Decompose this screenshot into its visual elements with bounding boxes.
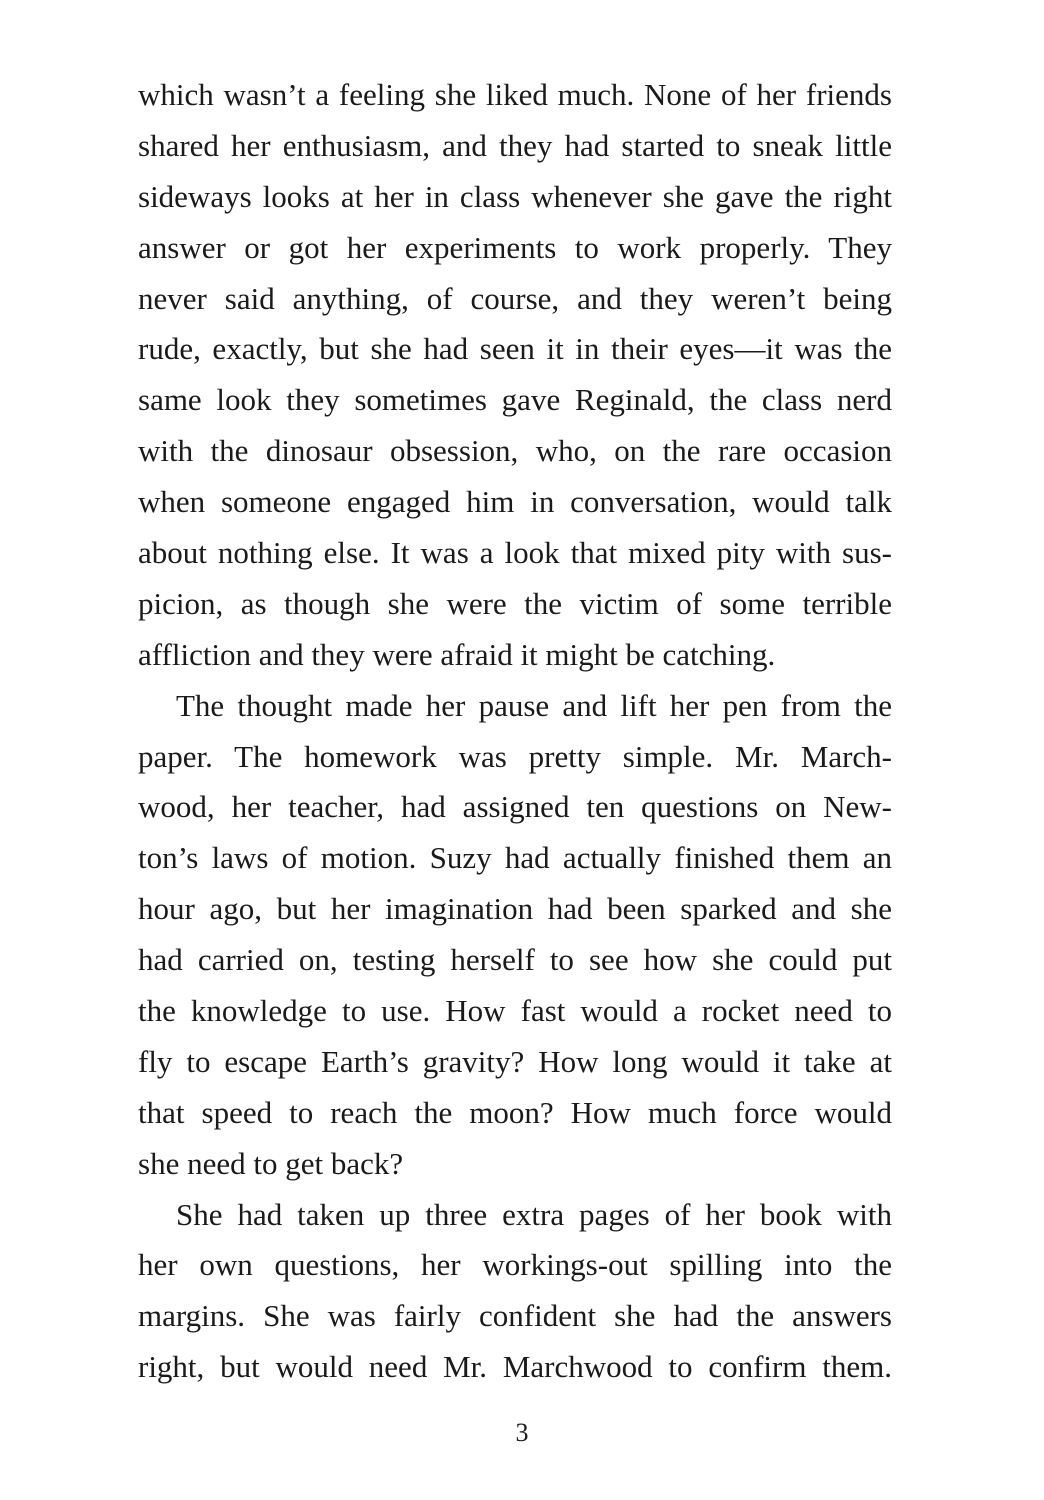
- text-line: with the dinosaur obsession, who, on the rare occasion: [138, 433, 892, 469]
- text-line: paper. The homework was pretty simple. Mr. March-: [138, 738, 892, 774]
- text-line: about nothing else. It was a look that mixed pity with sus-: [138, 535, 892, 571]
- text-line: her own questions, her workings-out spilling into the: [138, 1247, 892, 1283]
- text-line: margins. She was fairly confident she had the answers: [138, 1298, 892, 1334]
- text-line: hour ago, but her imagination had been sparked and she: [138, 891, 892, 927]
- text-line: the knowledge to use. How fast would a rocket need to: [138, 993, 892, 1029]
- text-line: ton’s laws of motion. Suzy had actually finished them an: [138, 840, 892, 876]
- text-line: when someone engaged him in conversation, would talk: [138, 484, 892, 520]
- paragraph-first-line: The thought made her pause and lift her pen from the: [176, 687, 892, 723]
- paragraph-first-line: She had taken up three extra pages of her book with: [176, 1196, 892, 1232]
- text-line: right, but would need Mr. Marchwood to confirm them.: [138, 1349, 892, 1385]
- text-line: affliction and they were afraid it might be catching.: [138, 636, 776, 672]
- text-line: that speed to reach the moon? How much force would: [138, 1094, 892, 1130]
- text-line: same look they sometimes gave Reginald, the class nerd: [138, 382, 892, 418]
- text-line: had carried on, testing herself to see how she could put: [138, 942, 892, 978]
- text-line: picion, as though she were the victim of some terrible: [138, 585, 892, 621]
- text-line: shared her enthusiasm, and they had started to sneak little: [138, 127, 892, 163]
- text-line: wood, her teacher, had assigned ten questions on New-: [138, 789, 892, 825]
- text-line: she need to get back?: [138, 1145, 404, 1181]
- text-line: fly to escape Earth’s gravity? How long would it take at: [138, 1043, 892, 1079]
- body-text: [138, 70, 892, 1393]
- text-line: never said anything, of course, and they weren’t being: [138, 280, 892, 316]
- page-number: 3: [515, 1418, 529, 1447]
- text-line: sideways looks at her in class whenever she gave the right: [138, 178, 892, 214]
- text-line: answer or got her experiments to work properly. They: [138, 229, 892, 265]
- text-line: which wasn’t a feeling she liked much. None of her friends: [138, 77, 892, 112]
- text-line: rude, exactly, but she had seen it in their eyes—it was the: [138, 331, 892, 367]
